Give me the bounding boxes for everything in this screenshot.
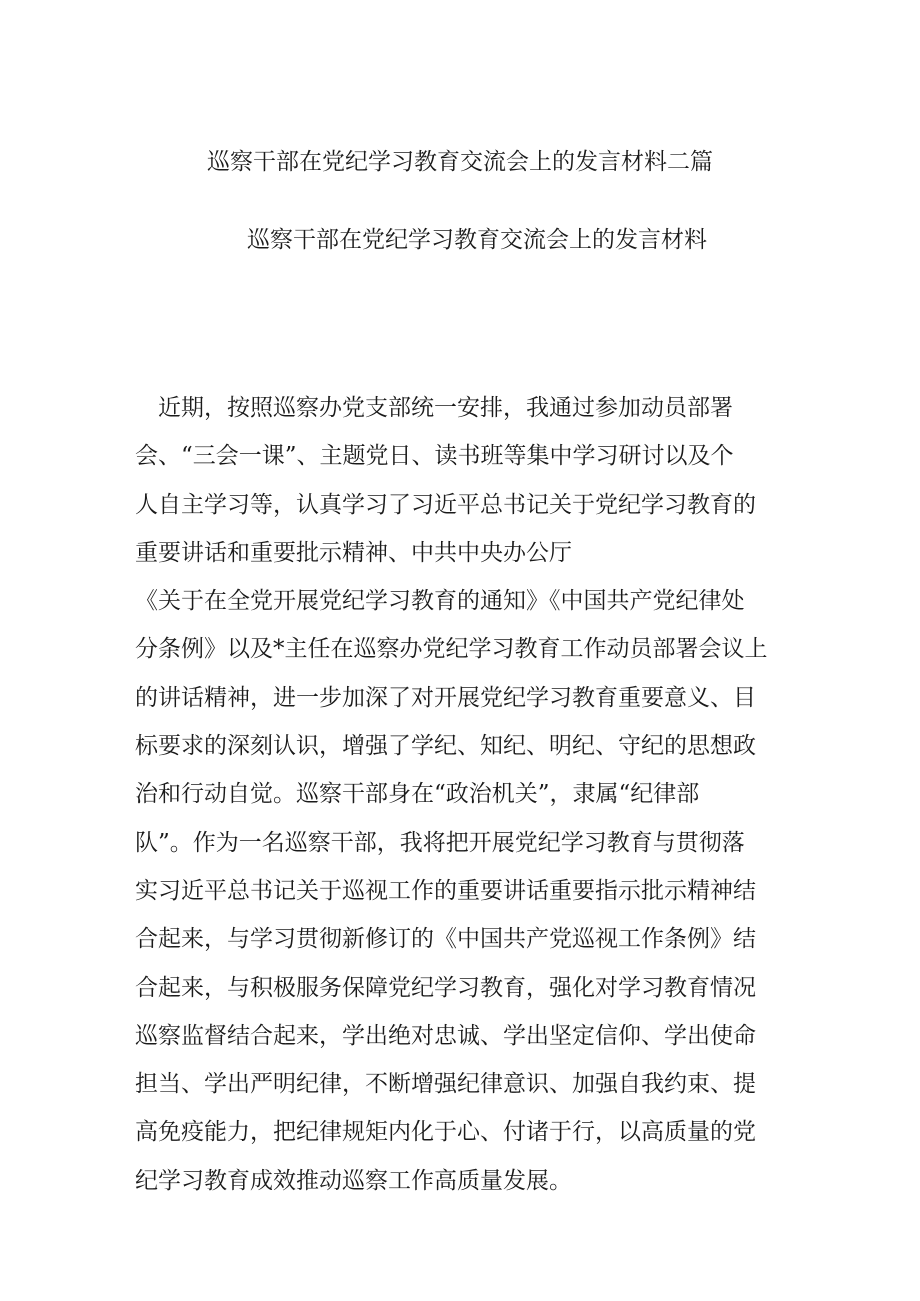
- paragraph-line: 治和行动自觉。巡察干部身在“政治机关”，隶属“纪律部: [135, 781, 700, 808]
- body-paragraph: [135, 388, 795, 1209]
- paragraph-line: 高免疫能力，把纪律规矩内化于心、付诸于行，以高质量的党: [135, 1119, 756, 1146]
- document-subtitle: 巡察干部在党纪学习教育交流会上的发言材料: [247, 227, 707, 253]
- paragraph-line: 近期，按照巡察办党支部统一安排，我通过参加动员部署: [135, 395, 733, 421]
- paragraph-line: 会、“三会一课”、主题党日、读书班等集中学习研讨以及个: [135, 443, 734, 470]
- paragraph-line: 合起来，与学习贯彻新修订的《中国共产党巡视工作条例》结: [135, 926, 756, 953]
- paragraph-line: 巡察监督结合起来，学出绝对忠诚、学出坚定信仰、学出使命: [135, 1022, 756, 1049]
- paragraph-line: 《关于在全党开展党纪学习教育的通知》《中国共产党纪律处: [135, 588, 745, 615]
- paragraph-line: 重要讲话和重要批示精神、中共中央办公厅: [135, 539, 572, 566]
- paragraph-line: 人自主学习等，认真学习了习近平总书记关于党纪学习教育的: [135, 491, 756, 518]
- paragraph-line: 实习近平总书记关于巡视工作的重要讲话重要指示批示精神结: [135, 877, 756, 904]
- paragraph-line: 标要求的深刻认识，增强了学纪、知纪、明纪、守纪的思想政: [135, 733, 756, 760]
- paragraph-line: 的讲话精神，进一步加深了对开展党纪学习教育重要意义、目: [135, 684, 756, 711]
- paragraph-line: 纪学习教育成效推动巡察工作高质量发展。: [135, 1167, 572, 1194]
- paragraph-line: 担当、学出严明纪律，不断增强纪律意识、加强自我约束、提: [135, 1071, 756, 1098]
- document-title: 巡察干部在党纪学习教育交流会上的发言材料二篇: [207, 149, 713, 175]
- paragraph-line: 分条例》以及*主任在巡察办党纪学习教育工作动员部署会议上: [135, 636, 768, 663]
- paragraph-line: 队”。作为一名巡察干部，我将把开展党纪学习教育与贯彻落: [135, 829, 745, 856]
- paragraph-line: 合起来，与积极服务保障党纪学习教育，强化对学习教育情况: [135, 974, 756, 1001]
